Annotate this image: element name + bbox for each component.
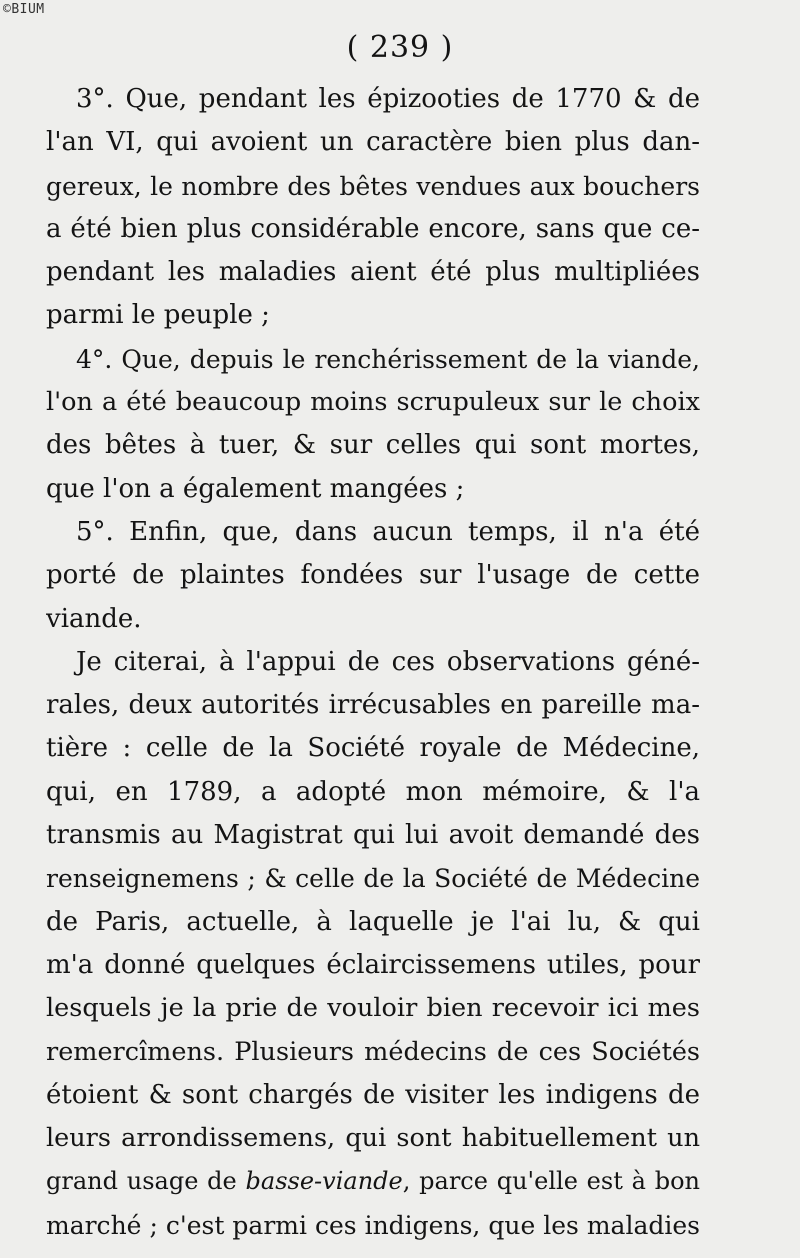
text-line: que l'on a également mangées ; [46, 473, 465, 504]
text-line: qui, en 1789, a adopté mon mémoire, & l'a [46, 776, 700, 807]
body-text [46, 78, 700, 1247]
text-line: étoient & sont chargés de visiter les indigens de [46, 1079, 700, 1110]
text-line: a été bien plus considérable encore, sans que ce- [46, 213, 700, 244]
text-line: grand usage de basse-viande, parce qu'elle est à bon [46, 1167, 700, 1196]
text-line: parmi le peuple ; [46, 300, 270, 331]
text-line: m'a donné quelques éclaircissemens utiles, pour [46, 949, 700, 980]
text-line: pendant les maladies aient été plus multipliées [46, 257, 700, 288]
text-line: remercîmens. Plusieurs médecins de ces Sociétés [46, 1036, 700, 1067]
watermark-label: ©BIUM [3, 2, 45, 17]
text-line: lesquels je la prie de vouloir bien recevoir ici mes [46, 993, 700, 1024]
text-line: renseignemens ; & celle de la Société de Médecine [46, 864, 700, 894]
text-line: Je citerai, à l'appui de ces observations géné- [76, 646, 700, 677]
text-line: l'on a été beaucoup moins scrupuleux sur le choix [46, 387, 700, 418]
italic-term: basse-viande [245, 1167, 403, 1196]
text-line: l'an VI, qui avoient un caractère bien plus dan- [46, 127, 700, 158]
text-line: 4°. Que, depuis le renchérissement de la viande, [76, 344, 700, 374]
text-line: porté de plaintes fondées sur l'usage de cette [46, 560, 700, 591]
text-line: rales, deux autorités irrécusables en pareille ma- [46, 690, 700, 721]
text-line: des bêtes à tuer, & sur celles qui sont mortes, [46, 430, 700, 461]
text-line: gereux, le nombre des bêtes vendues aux bouchers [46, 171, 700, 201]
text-line: de Paris, actuelle, à laquelle je l'ai lu, & qui [46, 906, 700, 937]
text-line: viande. [46, 603, 142, 634]
text-line: leurs arrondissemens, qui sont habituellement un [46, 1123, 700, 1154]
text-line: transmis au Magistrat qui lui avoit demandé des [46, 820, 700, 851]
text-line: 3°. Que, pendant les épizooties de 1770 & de [76, 84, 700, 114]
text-line: marché ; c'est parmi ces indigens, que les maladies [46, 1210, 700, 1240]
text-line: tière : celle de la Société royale de Médecine, [46, 733, 700, 764]
page-number: ( 239 ) [346, 30, 454, 65]
text-line: 5°. Enfin, que, dans aucun temps, il n'a été [76, 516, 700, 547]
